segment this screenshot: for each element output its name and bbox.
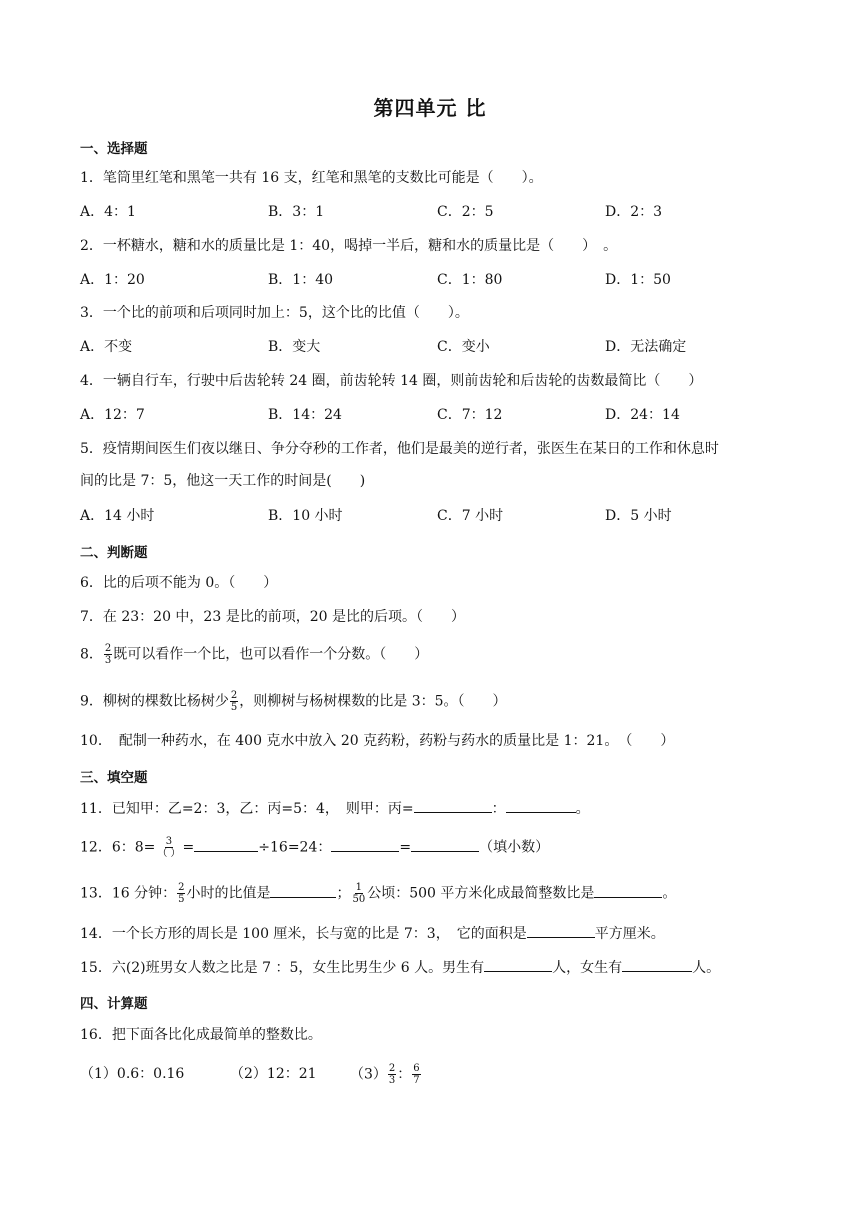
question-4-options [80,405,780,425]
option-d[interactable]: D．1：50 [605,272,671,288]
section-heading-choice: 一、选择题 [80,141,148,157]
option-d[interactable]: D．24：14 [605,407,680,423]
question-16: 16．把下面各比化成最简单的整数比。 [80,1027,322,1043]
option-d[interactable]: D．5 小时 [605,508,672,524]
sub-item-2: （2）12：21 [230,1066,317,1082]
question-5-line-1: 5．疫情期间医生们夜以继日、争分夺秒的工作者，他们是最美的逆行者，张医生在某日的工作和休息时 [80,441,719,457]
question-15: 15．六(2)班男女人数之比是 7 ：5，女生比男生少 6 人。男生有 人，女生有 人。 [80,957,720,978]
option-b[interactable]: B．1：40 [268,272,334,288]
answer-blank[interactable] [331,837,399,852]
option-d[interactable]: D．无法确定 [605,339,687,355]
fraction-six-sevenths: $\frac{6}{7}$ [413,1063,420,1086]
fraction-three-over-blank: $\frac{3}{( )}$ [157,836,181,859]
sub-item-1: （1）0.6：0.16 [80,1066,185,1082]
question-4: 4．一辆自行车，行驶中后齿轮转 24 圈，前齿轮转 14 圈，则前齿轮和后齿轮的齿数最简比（ ） [80,373,703,389]
question-13: 13．16 分钟： $\frac{2}{5}$ 小时的比值是 ； $\frac{1}{50}$ 公顷：500 平方米化成最简整数比是 。 [80,882,677,905]
option-c[interactable]: C．7 小时 [437,508,504,524]
question-3: 3．一个比的前项和后项同时加上：5，这个比的比值（ ）。 [80,305,469,321]
page-title: 第四单元 比 [373,96,487,120]
question-2-options [80,270,780,290]
answer-blank[interactable] [527,923,595,938]
question-10: 10． 配制一种药水，在 400 克水中放入 20 克药粉，药粉与药水的质量比是 1：21。 （ ） [80,733,675,749]
question-12: 12．6：8= $\frac{3}{( )}$ = ÷16=24： = （填小数） [80,836,550,859]
answer-blank[interactable] [270,883,336,898]
answer-blank[interactable] [484,957,552,972]
option-a[interactable]: A．不变 [80,339,133,355]
fraction-one-fiftieth: $\frac{1}{50}$ [352,882,366,905]
section-heading-judgement: 二、判断题 [80,545,148,561]
option-c[interactable]: C．变小 [437,339,490,355]
option-b[interactable]: B．变大 [268,339,321,355]
sub-item-3: （3） $\frac{2}{3}$ ： $\frac{6}{7}$ [350,1063,420,1086]
fraction-two-thirds: $\frac{2}{3}$ [388,1063,396,1086]
option-a[interactable]: A．1：20 [80,272,145,288]
option-b[interactable]: B．14：24 [268,407,342,423]
option-d[interactable]: D．2：3 [605,204,663,220]
option-a[interactable]: A．14 小时 [80,508,155,524]
question-5-options [80,506,780,526]
question-3-options [80,337,780,357]
option-a[interactable]: A．4：1 [80,204,136,220]
question-14: 14．一个长方形的周长是 100 厘米，长与宽的比是 7：3， 它的面积是 平方厘米。 [80,923,665,944]
question-5-line-2: 间的比是 7：5，他这一天工作的时间是( ) [80,473,366,489]
fraction-two-fifths: $\frac{2}{5}$ [230,690,238,713]
answer-blank[interactable] [622,957,692,972]
answer-blank[interactable] [506,798,576,813]
question-16-items [80,1063,680,1087]
answer-blank[interactable] [594,883,662,898]
option-b[interactable]: B．3：1 [268,204,325,220]
question-1-options [80,202,780,222]
question-7: 7．在 23：20 中，23 是比的前项，20 是比的后项。（ ） [80,609,465,625]
question-8: 8． $\frac{2}{3}$ 既可以看作一个比，也可以看作一个分数。（ ） [80,643,429,666]
fraction-two-fifths: $\frac{2}{5}$ [178,882,185,905]
option-b[interactable]: B．10 小时 [268,508,343,524]
question-9: 9．柳树的棵数比杨树少 $\frac{2}{5}$ ，则柳树与杨树棵数的比是 3：5。（ ） [80,690,507,713]
section-heading-fill-in: 三、填空题 [80,770,148,786]
answer-blank[interactable] [414,798,492,813]
option-c[interactable]: C．2：5 [437,204,494,220]
question-1: 1．笔筒里红笔和黑笔一共有 16 支，红笔和黑笔的支数比可能是（ ）。 [80,170,543,186]
option-c[interactable]: C．1：80 [437,272,503,288]
option-a[interactable]: A．12：7 [80,407,145,423]
fraction-two-thirds: $\frac{2}{3}$ [104,643,112,666]
answer-blank[interactable] [411,837,479,852]
question-11: 11．已知甲：乙=2：3，乙：丙=5：4， 则甲：丙= ： 。 [80,798,590,819]
section-heading-calculation: 四、计算题 [80,996,148,1012]
option-c[interactable]: C．7：12 [437,407,503,423]
answer-blank[interactable] [194,837,258,852]
question-2: 2．一杯糖水，糖和水的质量比是 1：40，喝掉一半后，糖和水的质量比是（ ） 。 [80,238,618,254]
question-6: 6．比的后项不能为 0。（ ） [80,575,278,591]
